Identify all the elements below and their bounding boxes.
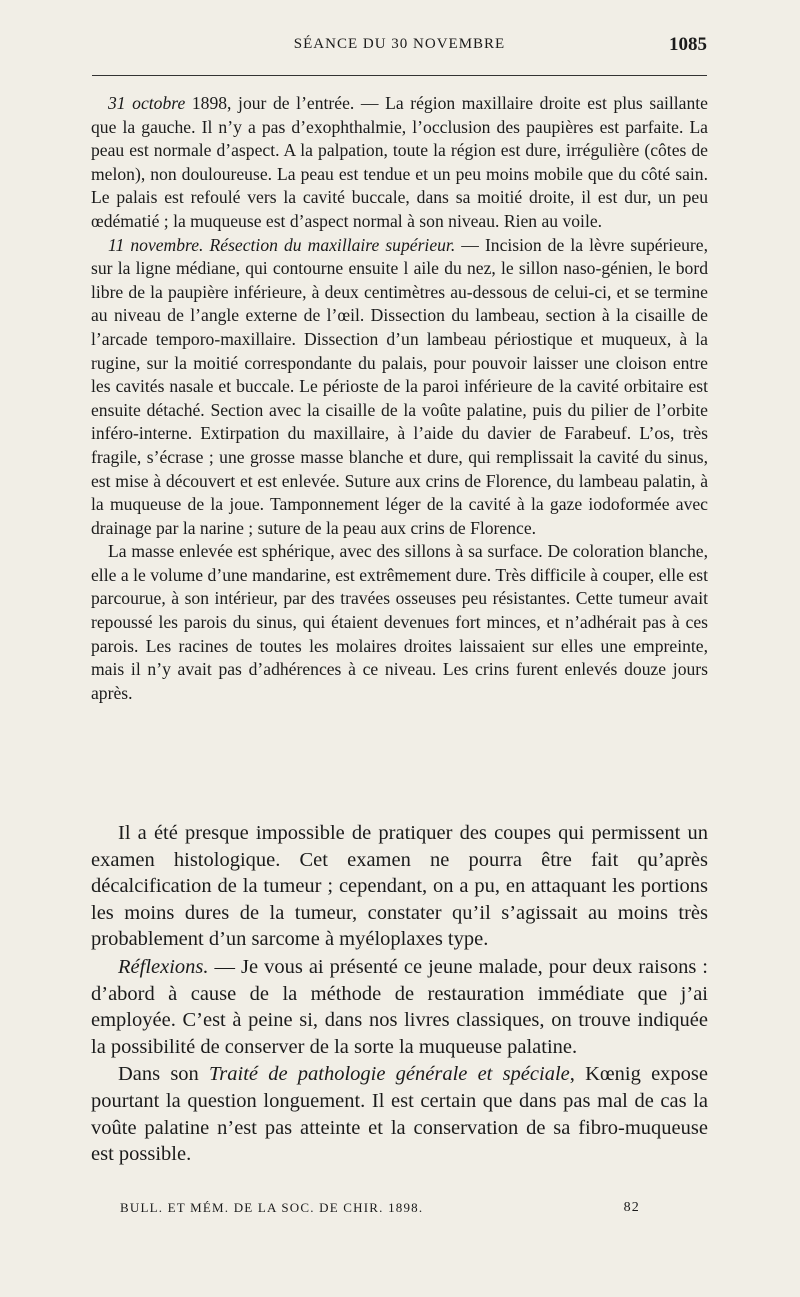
case-paragraph-operation (91, 234, 708, 541)
discussion (91, 820, 708, 1168)
case-report (91, 92, 708, 705)
header-rule (92, 75, 707, 76)
page-header (92, 32, 707, 62)
reflexions-label: Réflexions. (118, 955, 209, 978)
admission-text: 1898, jour de l’entrée. — La région maxillaire droite est plus saillante que la gauche. Il n’y a pas d’exophthalmie, l’occlusion des paupières est parfaite. La peau est normale d’aspect. A la palpation, toute la région est dure, irrégulière (côtes de melon), non douloureuse. La peau est tendue et un peu moins mobile que du côté sain. Le palais est refoulé vers la cavité buccale, dans sa moitié droite, il est dur, un peu œdématié ; la muqueuse est d’aspect normal à son niveau. Rien au voile. (91, 93, 708, 231)
case-paragraph-specimen: La masse enlevée est sphérique, avec des sillons à sa surface. De coloration blanche, elle a le volume d’une mandarine, est extrêmement dure. Très difficile à couper, elle est parcourue, à son intérieur, par des travées osseuses peu résistantes. Cette tumeur avait repoussé les parois du sinus, qui étaient devenues fort minces, et n’adhérait pas à ces parois. Les racines de toutes les molaires droites laissaient sur elles une empreinte, mais il n’y avait pas d’adhérences à ce niveau. Les crins furent enlevés douze jours après. (91, 541, 708, 703)
discussion-paragraph-histology: Il a été presque impossible de pratiquer des coupes qui permissent un examen histologique. Cet examen ne pourra être fait qu’après décalcification de la tumeur ; cependant, on a pu, en attaquant les portions les moins dures de la tumeur, constater qu’il s’agissait au moins très probablement d’un sarcome à myéloplaxes type. (91, 822, 708, 951)
page-footer (120, 1200, 640, 1220)
footer-signature: 82 (623, 1200, 640, 1215)
page-number: 1085 (669, 34, 707, 55)
case-paragraph-admission (91, 92, 708, 234)
discussion-paragraph-koenig (91, 1061, 708, 1167)
footer-journal: BULL. ET MÉM. DE LA SOC. DE CHIR. 1898. (120, 1200, 424, 1215)
koenig-before: Dans son (118, 1063, 210, 1086)
reflexions-text: — Je vous ai présenté ce jeune malade, pour deux raisons : d’abord à cause de la méthode de restauration immédiate que j’ai employée. C’est à peine si, dans nos livres classiques, on trouve indiquée la possibilité de conserver de la sorte la muqueuse palatine. (91, 955, 708, 1058)
koenig-book-title: Traité de pathologie générale et spéciale (209, 1063, 570, 1086)
discussion-paragraph-reflexions (91, 954, 708, 1060)
koenig-after: , Kœnig expose pourtant la question longuement. Il est certain que dans pas mal de cas la voûte palatine n’est pas atteinte et la conservation de sa fibro-muqueuse est possible. (91, 1063, 708, 1166)
operation-text: — Incision de la lèvre supérieure, sur la ligne médiane, qui contourne ensuite l aile du nez, le sillon naso-génien, le bord libre de la paupière inférieure, à deux centimètres au-dessous de celui-ci, et se termine au niveau de l’angle externe de l’œil. Dissection du lambeau, section à la cisaille de l’arcade temporo-maxillaire. Dissection d’un lambeau périostique et muqueux, à la rugine, sur la moitié correspondante du palais, pour pouvoir laisser une cloison entre les cavités nasale et buccale. Le périoste de la paroi inférieure de la cavité orbitaire est ensuite détaché. Section avec la cisaille de la voûte palatine, puis du pilier de l’orbite inféro-interne. Extirpation du maxillaire, à l’aide du davier de Farabeuf. L’os, très fragile, s’écrase ; une grosse masse blanche et dure, qui remplissait la cavité du sinus, est mise à découvert et est enlevée. Suture aux crins de Florence, du lambeau palatin, à la muqueuse de la joue. Tamponnement léger de la cavité à la gaze iodoformée avec drainage par la narine ; suture de la peau aux crins de Florence. (91, 234, 708, 538)
running-title: SÉANCE DU 30 NOVEMBRE (293, 36, 506, 52)
admission-date: 31 octobre (108, 93, 186, 113)
operation-heading: 11 novembre. Résection du maxillaire supérieur. (108, 234, 456, 255)
